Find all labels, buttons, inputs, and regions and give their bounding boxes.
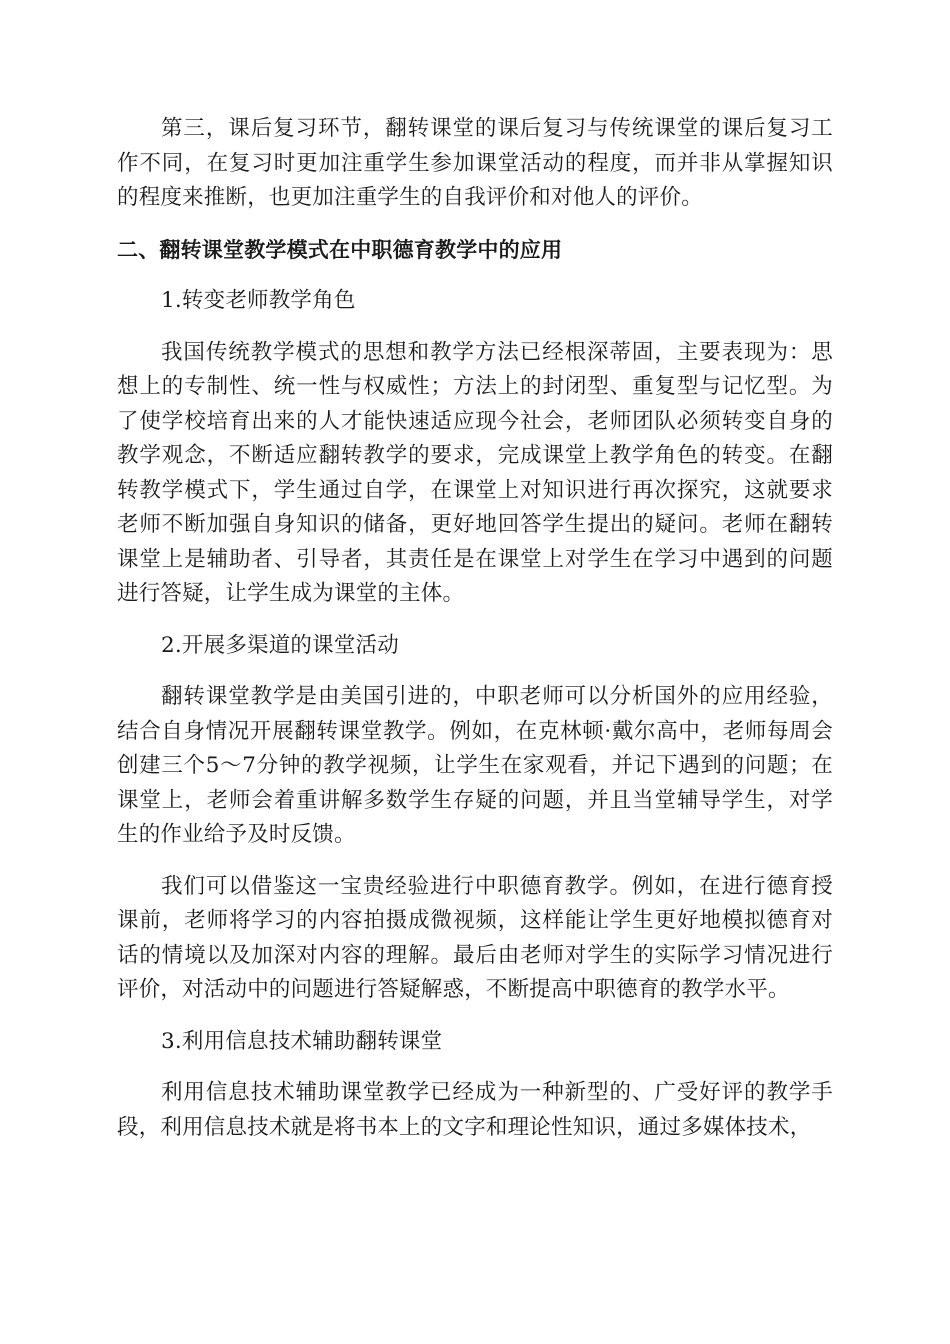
section-heading: 二、翻转课堂教学模式在中职德育教学中的应用 [117,237,563,262]
subheading-2: 2.开展多渠道的课堂活动 [161,632,399,658]
paragraph-activities-1: 翻转课堂教学是由美国引进的，中职老师可以分析国外的应用经验，结合自身情况开展翻转课堂教学。例如，在克林顿·戴尔高中，老师每周会创建三个5～7分钟的教学视频，让学生在家观看，并记下遇到的问题；在课堂上，老师会着重讲解多数学生存疑的问题，并且当堂辅导学生，对学生的作业给予及时反馈。 [117,684,833,847]
paragraph-teacher-role: 我国传统教学模式的思想和教学方法已经根深蒂固，主要表现为：思想上的专制性、统一性与权威性；方法上的封闭型、重复型与记忆型。为了使学校培育出来的人才能快速适应现今社会，老师团队必须转变自身的教学观念，不断适应翻转教学的要求，完成课堂上教学角色的转变。在翻转教学模式下，学生通过自学，在课堂上对知识进行再次探究，这就要求老师不断加强自身知识的储备，更好地回答学生提出的疑问。老师在翻转课堂上是辅助者、引导者，其责任是在课堂上对学生在学习中遇到的问题进行答疑，让学生成为课堂的主体。 [117,339,833,606]
subheading-3: 3.利用信息技术辅助翻转课堂 [161,1028,443,1054]
document-body [117,112,833,1162]
paragraph-review: 第三，课后复习环节，翻转课堂的课后复习与传统课堂的课后复习工作不同，在复习时更加注重学生参加课堂活动的程度，而并非从掌握知识的程度来推断，也更加注重学生的自我评价和对他人的评价。 [117,116,833,210]
paragraph-info-tech: 利用信息技术辅助课堂教学已经成为一种新型的、广受好评的教学手段，利用信息技术就是将书本上的文字和理论性知识，通过多媒体技术， [117,1080,833,1140]
subheading-1: 1.转变老师教学角色 [161,288,356,313]
paragraph-activities-2: 我们可以借鉴这一宝贵经验进行中职德育教学。例如，在进行德育授课前，老师将学习的内容拍摄成微视频，这样能让学生更好地模拟德育对话的情境以及加深对内容的理解。最后由老师对学生的实际学习情况进行评价，对活动中的问题进行答疑解惑，不断提高中职德育的教学水平。 [117,873,833,1002]
